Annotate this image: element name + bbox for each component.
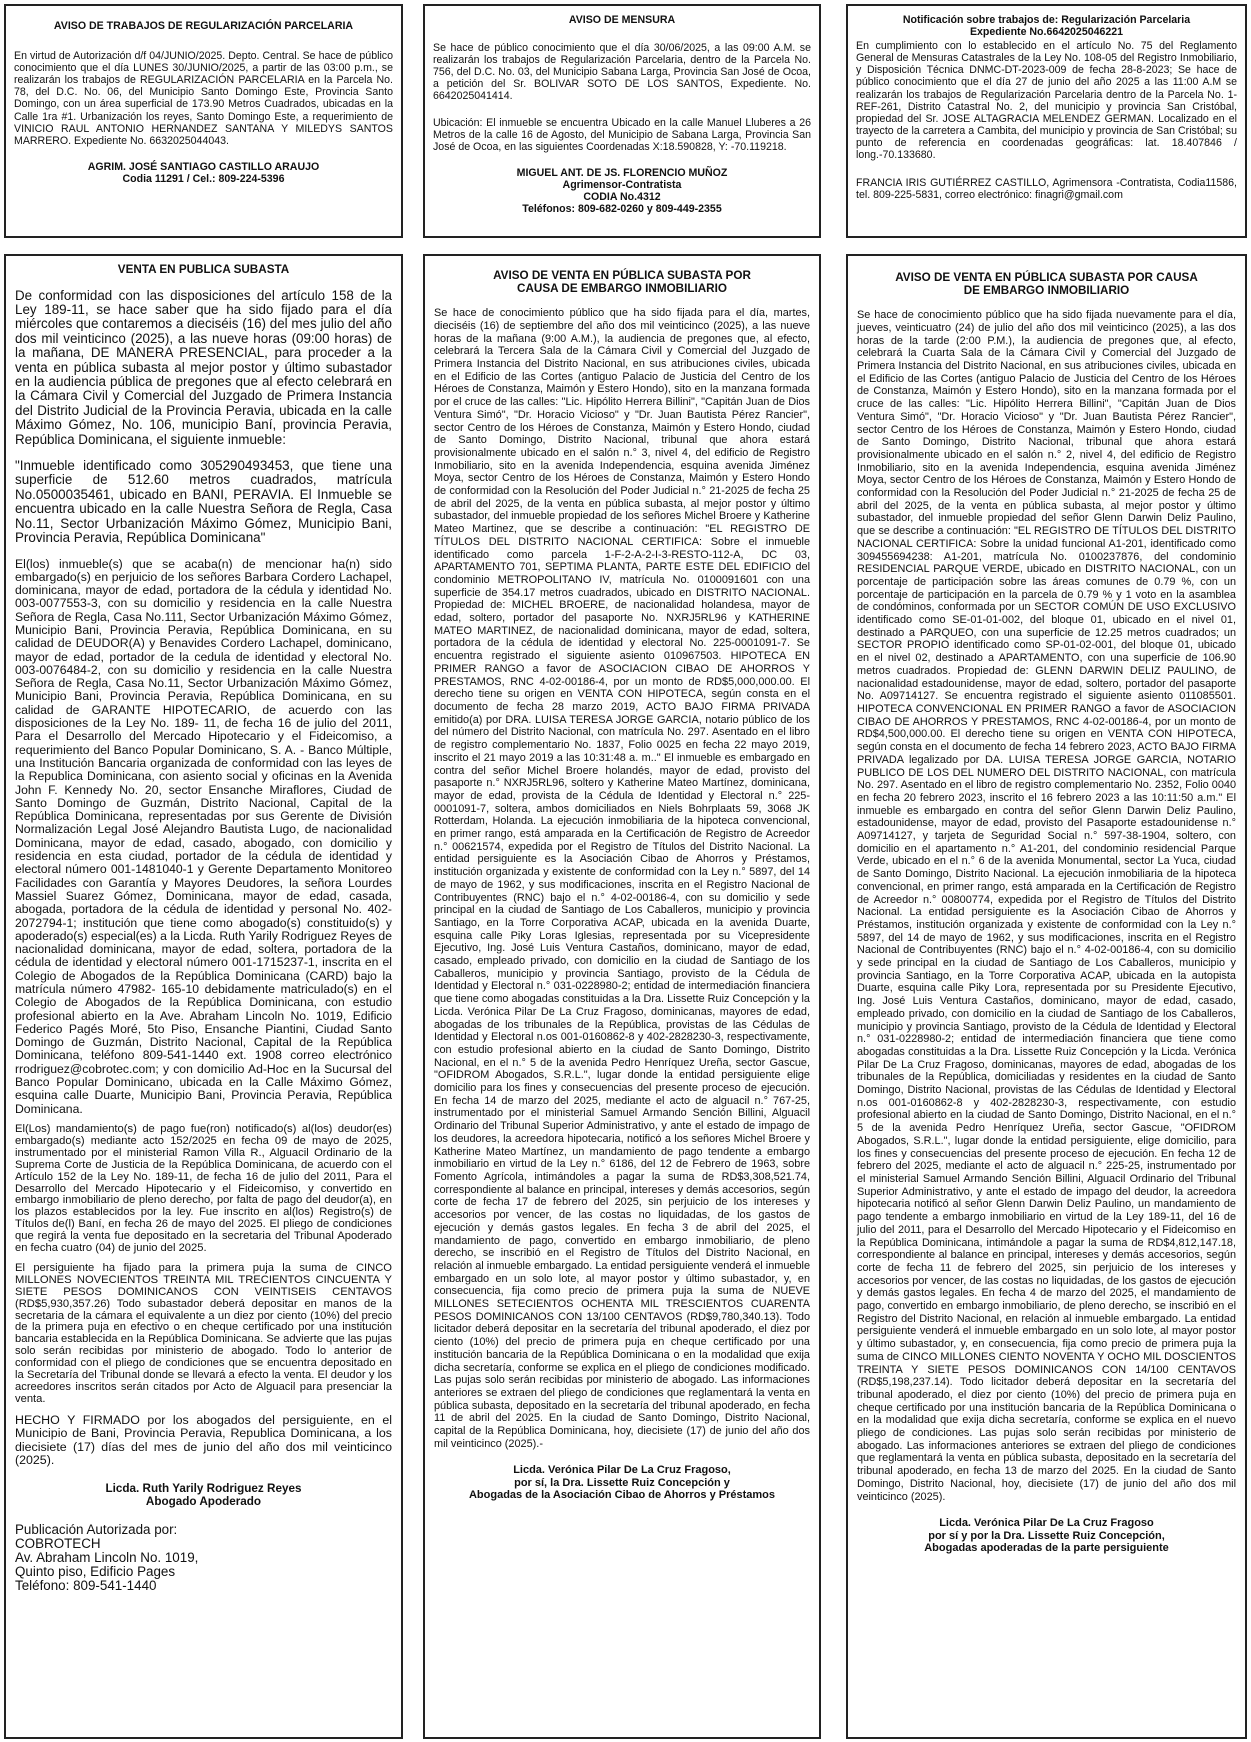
notice-paragraph: "Inmueble identificado como 305290493453, que tiene una superficie de 512.60 metros cuadrados, matrícula No.0500035461, ubicado en BANI, PERAVIA. El Inmueble se encuentra ubicado en la calle Nuestra Señora de Regla, Casa No.11, Sector Urbanización Máximo Gómez, Municipio Bani, Provincia Peravia, República Dominicana": [15, 458, 392, 546]
notice-subasta-embargo-2: [846, 254, 1247, 1739]
notice-regularizacion-parcelaria: [4, 4, 403, 238]
notice-aviso-mensura: [423, 4, 821, 238]
notice-paragraph: El(Los) mandamiento(s) de pago fue(ron) notificado(s) al(los) deudor(es) embargado(s) mediante acto 152/2025 en fecha 09 de mayo de 2025, instrumentado por el ministerial Ramon Villa R., Alguacil Ordinario de la Suprema Corte de Justicia de la República Dominicana, de acuerdo con el Artículo 152 de la Ley No. 189-11, de fecha 16 de julio del 2011, Para el Desarrollo del Mercado Hipotecario y el Fideicomiso, y convertido en embargo inmobiliario de pleno derecho, por falta de pago del deudor(a), en los plazos establecidos por la ley. Fue inscrito en al(los) Registro(s) de Títulos de(l) Baní, en fecha 26 de mayo del 2025. El pliego de condiciones que regirá la venta fue depositado en la secretaria del Tribunal Apoderado en fecha cuatro (04) de junio del 2025.: [15, 1122, 392, 1255]
notice-title: AVISO DE VENTA EN PÚBLICA SUBASTA POR CAUSA DE EMBARGO INMOBILIARIO: [895, 271, 1198, 297]
notice-body: Se hace de conocimiento público que ha sido fijada para el día, martes, dieciséis (16) de septiembre del año dos mil veinticinco (2025), a las nueve horas de la mañana (9:00 A.M.), la audiencia de pregones que, al efecto, celebrará la Tercera Sala de la Cámara Civil y Comercial del Juzgado de Primera Instancia del Distrito Nacional, en sus atribuciones civiles, ubicada en el Edificio de las Cortes (antiguo Palacio de Justicia del Centro de los Héroes de Constanza, Maimón y Estero Hondo), sito en la manzana formada por el cruce de las calles: "Lic. Hipólito Herrera Billini", "Capitán Juan de Dios Ventura Simó", "Dr. Horacio Vicioso" y "Dr. Juan Bautista Pérez Rancier", sector Centro de los Héroes de Constanza, Maimón y Estero Hondo, ciudad de Santo Domingo, Distrito Nacional, tribunal que ahora estará provisionalmente ubicado en el salón n.° 3, nivel 4, del edificio de Registro Inmobiliario, sito en la avenida Independencia, esquina avenida Jiménez Moya, sector Centro de los Héroes de Constanza, Maimón y Estero Hondo de conformidad con la Resolución del Poder Judicial n.° 21-2025 de fecha 25 de abril del 2025, de la venta en pública subasta, al mejor postor y último subastador, del inmueble propiedad de los señores Michel Broere y Katherine Mateo Martinez, que se describe a continuación: "EL REGISTRO DE TÍTULOS DEL DISTRITO NACIONAL CERTIFICA: Sobre el inmueble identificado como parcela 1-F-2-A-2-I-3-RESTO-112-A, DC 03, APARTAMENTO 701, SEPTIMA PLANTA, PARTE ESTE DEL EDIFICIO del condominio METROPOLITANO IV, matrícula No. 0100091601 con una superficie de 354.17 metros cuadrados, ubicado en DISTRITO NACIONAL. Propiedad de: MICHEL BROERE, de nacionalidad holandesa, mayor de edad, soltero, portador del pasaporte No. NXRJ5RL96 y KATHERINE MATEO MARTINEZ, de nacionalidad dominicana, mayor de edad, soltera, portadora de la cédula de identidad y electoral No. 225-0001091-7. Se encuentra registrado el siguiente asiento 010967503. HIPOTECA EN PRIMER RANGO a favor de ASOCIACION CIBAO DE AHORROS Y PRESTAMOS, RNC 4-02-00186-4, por un monto de RD$5,000,000.00. El derecho tiene su origen en VENTA CON HIPOTECA, según consta en el documento de fecha 28 marzo 2019, ACTO BAJO FIRMA PRIVADA emitido(a) por DRA. LUISA TERESA JORGE GARCIA, notario público de los del número del Distrito Nacional, con matrícula No. 297. Asentado en el libro de registro complementario No. 1837, Folio 0025 en fecha 22 mayo 2019, inscrito el 21 mayo 2019 a las 10:31:48 a. m.." El inmueble es embargado en contra del señor Michel Broere holandés, mayor de edad, provisto del pasaporte n.° NXRJ5RL96, soltero y Katherine Mateo Martínez, dominicana, mayor de edad, provista de la Cédula de Identidad y Electoral n.° 225-0001091-7, soltera, ambos domiciliados en Niels Bohrplaats 59, 3068 JK Rotterdam, Holanda. La ejecución inmobiliaria de la hipoteca convencional, en primer rango, está amparada en la Certificación de Registro de Acreedor n.° 00621574, expedida por el Registro de Títulos del Distrito Nacional. La entidad persiguiente es la Asociación Cibao de Ahorros y Préstamos, institución organizada y existente de conformidad con la Ley n.° 5897, del 14 de mayo de 1962, y sus modificaciones, inscrita en el Registro Nacional de Contribuyentes (RNC) bajo el n.° 4-02-00186-4, con su domicilio y sede principal en la ciudad de Santiago de Los Caballeros, municipio y provincia Santiago, en la Torre Corporativa ACAP, ubicada en la avenida Duarte, esquina calle Piky Loras Iglesias, representada por su Vicepresidente Ejecutivo, Ing. José Luis Ventura Castaños, dominicano, mayor de edad, casado, empleado privado, con domicilio en la ciudad de Santiago de los Caballeros, municipio y provincia Santiago, provisto de la Cédula de Identidad y Electoral n.° 031-0228980-2; entidad de intermediación financiera que tiene como abogadas constituidas a la Dra. Lissette Ruiz Concepción y la Licda. Verónica Pilar De La Cruz Fragoso, dominicanas, mayores de edad, abogadas de los tribunales de la República, provistas de las Cédulas de Identidad y Electoral n.os 001-0160862-8 y 402-2828230-3, respectivamente, con estudio profesional abierto en la ciudad de Santo Domingo, Distrito Nacional, en el n.° 5 de la avenida Pedro Henríquez Ureña, sector Gascue, "OFIDROM Abogados, S.R.L.", lugar donde la entidad persiguiente elige domicilio para los fines y consecuencias del presente proceso de ejecución. En fecha 14 de marzo del 2025, mediante el acto de alguacil n.° 767-25, instrumentado por el ministerial Samuel Armando Sención Billini, Alguacil Ordinario del Tribunal Superior Administrativo, y ante el estado de impago de los deudores, la acreedora hipotecaria, notificó a los señores Michel Broere y Katherine Mateo Martínez, un mandamiento de pago tendente a embargo inmobiliario en virtud de la Ley n.° 6186, del 12 de Febrero de 1963, sobre Fomento Agrícola, intimándoles a pagar la suma de RD$3,308,521.74, correspondiente al balance en principal, intereses y demás accesorios, según corte de fecha 17 de febrero del 2025, sin perjuicio de los intereses y accesorios por vencer, de las costas no liquidadas, de los gastos de ejecución y demás gastos legales. En fecha 3 de abril del 2025, el mandamiento de pago, convertido en embargo inmobiliario, de pleno derecho, se inscribió en el Registro de Títulos del Distrito Nacional, en relación al inmueble embargado. La entidad persiguiente venderá el inmueble embargado en un solo lote, al mayor postor y último subastador, y, en consecuencia, fija como precio de primera puja la suma de NUEVE MILLONES SETECIENTOS OCHENTA MIL TRESCIENTOS CUARENTA PESOS DOMINICANOS CON 13/100 CENTAVOS (RD$9,780,340.13). Todo licitador deberá depositar en la secretaría del tribunal apoderado, el diez por ciento (10%) del precio de primera puja en cheque certificado por una institución bancaria de la República Dominicana o en la modalidad que exija dicha secretaría, conforme se explica en el pliego de condiciones modificado. Las pujas solo serán recibidas por ministerio de abogado. Las informaciones anteriores se extraen del pliego de condiciones que reglamentará la venta en pública subasta, depositado en la secretaría del tribunal apoderado, en fecha 11 de abril del 2025. En la ciudad de Santo Domingo, Distrito Nacional, capital de la República Dominicana, hoy, diecisiete (17) de junio del año dos mil veinticinco (2025).-: [434, 307, 810, 1450]
notice-signature: Licda. Verónica Pilar De La Cruz Fragoso por sí y por la Dra. Lissette Ruiz Concepción, Abogadas apoderadas de la parte persiguiente: [924, 1517, 1169, 1555]
notice-paragraph: El(los) inmueble(s) que se acaba(n) de mencionar ha(n) sido embargado(s) en perjuicio de los señores Barbara Cordero Lachapel, dominicana, mayor de edad, portadora de la cédula y identidad No. 003-0077553-3, con su domicilio y residencia en la calle Nuestra Señora de Regla, Casa No.111, Sector Urbanización Máximo Gómez, Municipio Bani, Provincia Peravia, República Dominicana, en su calidad de DEUDOR(A) y Benavides Cordero Lachapel, dominicano, mayor de edad, portador de la cedula de identidad y electoral No. 003-0076484-2, con su domicilio y residencia en la calle Nuestra Señora de Regla, Casa No.11, Sector Urbanización Máximo Gómez, Municipio Bani, Provincia Peravia, República Dominicana, en su calidad de GARANTE HIPOTECARIO, de acuerdo con las disposiciones de la Ley No. 189- 11, de fecha 16 de julio del 2011, Para el Desarrollo del Mercado Hipotecario y el Fideicomiso, a requerimiento del Banco Popular Dominicano, S. A. - Banco Múltiple, una Institución Bancaria organizada de conformidad con las leyes de la Republica Dominicana, con asiento social y oficinas en la Avenida John F. Kennedy No. 20, sector Ensanche Miraflores, Ciudad de Santo Domingo de Guzmán, Distrito Nacional, Capital de la República Dominicana, representadas por sus Gerente de División Normalización Legal José Alejandro Bautista Lugo, de nacionalidad Dominicana, mayor de edad, casado, abogado, con domicilio y residencia en esta ciudad, portador de la cédula de identidad y electoral número 001-1481040-1 y Gerente Departamento Monitoreo Facilidades con Garantía y Mayores Deudores, la señora Lourdes Massiel Suarez Gómez, Dominicana, mayor de edad, casada, abogada, portadora de la cédula de identidad y personal No. 402-2072794-1; institución que tiene como abogado(s) constituido(s) y apoderado(s) especial(es) a la Licda. Ruth Yarily Rodriguez Reyes de nacionalidad dominicana, mayor de edad, soltera, portadora de la cédula de identidad y electoral número 001-1715237-1, inscrita en el Colegio de Abogados de la República Dominicana (CARD) bajo la matrícula número 47982- 165-10 debidamente matriculado(s) en el Colegio de Abogados de la República Dominicana, con estudio profesional abierto en la Ave. Abraham Lincoln No. 1019, Edificio Federico Pagés Moré, 5to Piso, Ensanche Piantini, Ciudad Santo Domingo de Guzmán, Distrito Nacional, Capital de la República Dominicana, teléfono 809-541-1440 ext. 1908 correo electrónico rrodriguez@cobrotec.com; y con domicilio Ad-Hoc en la Sucursal del Banco Popular Dominicano, ubicada en la Calle Máximo Gómez, esquina calle Duarte, Municipio Bani, Provincia Peravia, República Dominicana.: [15, 556, 392, 1116]
notice-title: VENTA EN PUBLICA SUBASTA: [117, 263, 290, 276]
notice-paragraph: De conformidad con las disposiciones del artículo 158 de la Ley 189-11, se hace saber que ha sido fijado para el día miércoles que contaremos a dieciséis (16) del mes julio del año dos mil veinticinco (2025), a las nueve horas (09:00 horas) de la mañana, DE MANERA PRESENCIAL, para proceder a la venta en pública subasta al mejor postor y último subastador en la audiencia pública de pregones que al efecto celebrará en la Cámara Civil y Comercial del Juzgado de Primera Instancia del Distrito Judicial de la Provincia Peravia, ubicada en la calle Máximo Gómez, No. 106, municipio Baní, provincia Peravia, República Dominicana, el siguiente inmueble:: [15, 287, 392, 447]
notice-paragraph: El persiguiente ha fijado para la primera puja la suma de CINCO MILLONES NOVECIENTOS TREINTA MIL TRECIENTOS CINCUENTA Y SIETE PESOS DOMINICANOS CON VEINTISEIS CENTAVOS (RD$5,930,357.26) Todo subastador deberá depositar en manos de la secretaria de la cámara el equivalente a un diez por ciento (10%) del precio de la primera puja en efectivo o en cheque certificado por una institución bancaria establecida en la República Dominicana. Se advierte que las pujas solo serán recibidas por ministerio de abogado. Todo lo anterior de conformidad con el pliego de condiciones que se encuentra depositado en la Secretaría del Tribunal donde se llevará a efecto la venta. El deudor y los acreedores inscritos serán citados por Acto de Alguacil para presenciar la venta.: [15, 1261, 392, 1405]
notice-signature: MIGUEL ANT. DE JS. FLORENCIO MUÑOZ Agrimensor-Contratista CODIA No.4312 Teléfonos: 809-682-0260 y 809-449-2355: [516, 166, 728, 216]
notice-subasta-embargo-1: [423, 254, 821, 1739]
notice-title: AVISO DE TRABAJOS DE REGULARIZACIÓN PARCELARIA: [53, 20, 354, 32]
notice-signature: Licda. Ruth Yarily Rodriguez Reyes Abogado Apoderado: [105, 1482, 302, 1509]
notice-body: En virtud de Autorización d/f 04/JUNIO/2025. Depto. Central. Se hace de público conocimiento que el día LUNES 30/JUNIO/2025, a partir de las 03:00 p.m., se realizarán los trabajos de REGULARIZACIÓN PARCELARIA en la Parcela No. 78, del D.C. No. 06, del Municipio Santo Domingo Este, Provincia Santo Domingo, con un área superficial de 173.90 Metros Cuadrados, ubicadas en la Calle 1ra #1. Urbanización los reyes, Santo Domingo Este, a requerimiento de VINICIO RAUL ANTONIO HERNANDEZ SANTANA Y MILEDYS SANTOS MARRERO. Expediente No. 6632025044043.: [14, 50, 393, 147]
notice-title: Notificación sobre trabajos de: Regularización Parcelaria Expediente No.6642025046221: [902, 14, 1191, 39]
notice-title: AVISO DE VENTA EN PÚBLICA SUBASTA POR CAUSA DE EMBARGO INMOBILIARIO: [493, 269, 751, 295]
notice-title: AVISO DE MENSURA: [568, 14, 676, 26]
notice-contact: FRANCIA IRIS GUTIÉRREZ CASTILLO, Agrimensora -Contratista, Codia11586, tel. 809-225-5831, correo electrónico: finagri@gmail.com: [856, 177, 1237, 202]
notice-signature: Licda. Verónica Pilar De La Cruz Fragoso, por sí, la Dra. Lissette Ruiz Concepción y Abogadas de la Asociación Cibao de Ahorros y Préstamos: [468, 1464, 776, 1502]
notice-signature: AGRIM. JOSÉ SANTIAGO CASTILLO ARAUJO Codia 11291 / Cel.: 809-224-5396: [87, 160, 320, 185]
notice-body: Se hace de conocimiento público que ha sido fijada nuevamente para el día, jueves, veinticuatro (24) de julio del año dos mil veinticinco (2025), a las dos horas de la tarde (2:00 P.M.), la audiencia de pregones que, al efecto, celebrará la Cuarta Sala de la Cámara Civil y Comercial del Juzgado de Primera Instancia del Distrito Nacional, en sus atribuciones civiles, ubicada en el Edificio de las Cortes (antiguo Palacio de Justicia del Centro de los Héroes de Constanza, Maimón y Estero Hondo), sito en la manzana formada por el cruce de las calles: "Lic. Hipólito Herrera Billini", "Capitán Juan de Dios Ventura Simó", "Dr. Horacio Vicioso" y "Dr. Juan Bautista Pérez Rancier", sector Centro de los Héroes de Constanza, Maimón y Estero Hondo, ciudad de Santo Domingo, Distrito Nacional, tribunal que ahora estará provisionalmente ubicado en el salón n.° 2, nivel 4, del edificio de Registro Inmobiliario, sito en la avenida Independencia, esquina avenida Jiménez Moya, sector Centro de los Héroes de Constanza, Maimón y Estero Hondo de conformidad con la Resolución del Poder Judicial n.° 21-2025 de fecha 25 de abril del 2025, de la venta en pública subasta, al mejor postor y último subastador, del inmueble propiedad del señor Glenn Darwin Deliz Paulino, que se describe a continuación: "EL REGISTRO DE TÍTULOS DEL DISTRITO NACIONAL CERTIFICA: Sobre la unidad funcional A1-201, identificado como 309455694238: A1-201, matrícula No. 0100237876, del condominio RESIDENCIAL PARQUE VERDE, ubicado en DISTRITO NACIONAL, con un porcentaje de participación sobre las áreas comunes de 0.79 %, con un porcentaje de participación en la parcela de 0.79 % y 1 voto en la asamblea de condóminos, conformada por un SECTOR COMÚN DE USO EXCLUSIVO identificado como SE-01-01-002, del bloque 01, ubicado en el nivel 01, destinado a PARQUEO, con una superficie de 12.25 metros cuadrados; un SECTOR PROPIO identificado como SP-01-02-001, del bloque 01, ubicado en el nivel 02, destinado a APARTAMENTO, con una superficie de 106.90 metros cuadrados. Propiedad de: GLENN DARWIN DELIZ PAULINO, de nacionalidad estadounidense, mayor de edad, soltero, portador del pasaporte No. A09714127. Se encuentra registrado el siguiente asiento 011085501. HIPOTECA CONVENCIONAL EN PRIMER RANGO a favor de ASOCIACION CIBAO DE AHORROS Y PRESTAMOS, RNC 4-02-00186-4, por un monto de RD$4,500,000.00. El derecho tiene su origen en VENTA CON HIPOTECA, según consta en el documento de fecha 14 febrero 2023, ACTO BAJO FIRMA PRIVADA legalizado por DA. LUISA TERESA JORGE GARCIA, NOTARIO PUBLICO DE LOS DEL NUMERO DEL DISTRITO NACIONAL, con matrícula No. 297. Asentado en el libro de registro complementario No. 2352, Folio 0040 en fecha 20 febrero 2023, inscrito el 16 febrero 2023 a las 10:11:50 a.m." El inmueble es embargado en contra del señor Glenn Darwin Deliz Paulino, estadounidense, mayor de edad, provisto del Pasaporte estadounidense n.° A09714127, y tarjeta de Seguridad Social n.° 597-38-1904, soltero, con domicilio en el apartamento n.° A1-201, del condominio residencial Parque Verde, ubicado en el n.° 6 de la avenida Monumental, sector La Yuca, ciudad de Santo Domingo, Distrito Nacional. La ejecución inmobiliaria de la hipoteca convencional, en primer rango, está amparada en la Certificación de Registro de Acreedor n.° 00800774, expedida por el Registro de Títulos del Distrito Nacional. La entidad persiguiente es la Asociación Cibao de Ahorros y Préstamos, institución organizada y existente de conformidad con la Ley n.° 5897, del 14 de mayo de 1962, y sus modificaciones, inscrita en el Registro Nacional de Contribuyentes (RNC) bajo el n.° 4-02-00186-4, con su domicilio y sede principal en la ciudad de Santiago de Los Caballeros, municipio y provincia Santiago, en la Torre Corporativa ACAP, ubicada en la autopista Duarte, esquina calle Piky Lora, representada por su Presidente Ejecutivo, Ing. José Luis Ventura Castaños, dominicano, mayor de edad, casado, empleado privado, con domicilio en la ciudad de Santiago de los Caballeros, municipio y provincia Santiago, provisto de la Cédula de Identidad y Electoral n.° 031-0228980-2; entidad de intermediación financiera que tiene como abogadas constituidas a la Dra. Lissette Ruiz Concepción y la Licda. Verónica Pilar De La Cruz Fragoso, dominicanas, mayores de edad, abogadas de los tribunales de la República, domiciliadas y residentes en la ciudad de Santo Domingo, Distrito Nacional, provistas de las Cédulas de Identidad y Electoral n.os 001-0160862-8 y 402-2828230-3, respectivamente, con estudio profesional abierto en la ciudad de Santo Domingo, Distrito Nacional, en el n.° 5 de la avenida Pedro Henríquez Ureña, sector Gascue, "OFIDROM Abogados, S.R.L.", lugar donde la entidad persiguiente, elige domicilio, para los fines y consecuencias del presente proceso de ejecución. En fecha 12 de febrero del 2025, mediante el acto de alguacil n.° 225-25, instrumentado por el ministerial Samuel Armando Sención Billini, Alguacil Ordinario del Tribunal Superior Administrativo, y ante el estado de impago del deudor, la acreedora hipotecaria notificó al señor Glenn Darwin Deliz Paulino, un mandamiento de pago tendente a embargo inmobiliario en virtud de la Ley 189-11, del 16 de julio del 2011, para el Desarrollo del Mercado Hipotecario y el Fideicomiso en la República Dominicana, intimándole a pagar la suma de RD$4,812,147.18, correspondiente al balance en principal, intereses y demás accesorios, según corte de fecha 11 de febrero del 2025, sin perjuicio de los intereses y accesorios por vencer, de las costas no liquidadas, de los gastos de ejecución y demás gastos legales. En fecha 4 de marzo del 2025, el mandamiento de pago, convertido en embargo inmobiliario, de pleno derecho, se inscribió en el Registro del Distrito Nacional, en relación al inmueble embargado. La entidad persiguiente venderá el inmueble embargado en un solo lote, al mayor postor y último subastador, y, en consecuencia, fija como precio de primera puja la suma de CINCO MILLONES CIENTO NOVENTA Y OCHO MIL DOSCIENTOS TREINTA Y SIETE PESOS DOMINICANOS CON 14/100 CENTAVOS (RD$5,198,237.14). Todo licitador deberá depositar en la secretaría del tribunal apoderado, el diez por ciento (10%) del precio de primera puja en cheque certificado por una institución bancaria de la República Dominicana o en la modalidad que exija dicha secretaría, conforme se explica en el nuevo pliego de condiciones. Las pujas solo serán recibidas por ministerio de abogado. Las informaciones anteriores se extraen del pliego de condiciones que reglamentará la venta en pública subasta, depositado en la secretaría del tribunal apoderado, en fecha 13 de marzo del 2025. En la ciudad de Santo Domingo, Distrito Nacional, hoy, diecisiete (17) de junio del año dos mil veinticinco (2025).: [857, 309, 1236, 1503]
notice-publication: Publicación Autorizada por: COBROTECH Av. Abraham Lincoln No. 1019, Quinto piso, Edificio Pages Teléfono: 809-541-1440: [15, 1521, 199, 1593]
notice-body: En cumplimiento con lo establecido en el artículo No. 75 del Reglamento General de Mensuras Catastrales de la Ley No. 108-05 del Registro Inmobiliario, y Disposición Técnica DNMC-DT-2023-009 de fecha 28-8-2023; Se hace de público conocimiento que el día 27 de junio del año 2025 a las 11:00 A.M se realizarán los trabajos de Regularización Parcelaria dentro de la Parcela No. 1-REF-261, Distrito Catastral No. 2, del municipio y provincia San Cristóbal, propiedad del Sr. JOSE ALTAGRACIA MELENDEZ GERMAN. Localizado en el trayecto de la carretera a Cambita, del municipio y provincia de San Cristóbal; su punto de referencia en coordenadas geográficas: lat. 18.407846 / long.-70.133680.: [856, 40, 1237, 162]
notice-paragraph: HECHO Y FIRMADO por los abogados del persiguiente, en el Municipio de Bani, Provincia Peravia, Republica Dominicana, a los diecisiete (17) días del mes de junio del año dos mil veinticinco (2025).: [15, 1412, 392, 1468]
notice-venta-publica-subasta: [4, 254, 403, 1739]
notice-notificacion-regularizacion: [846, 4, 1247, 238]
notice-location: Ubicación: El inmueble se encuentra Ubicado en la calle Manuel Lluberes a 26 Metros de la calle 16 de Agosto, del Municipio de Sabana Larga, Provincia San José de Ocoa, en las siguientes Coordenadas X:18.590828, Y: -70.119218.: [433, 116, 811, 153]
notice-body: Se hace de público conocimiento que el día 30/06/2025, a las 09:00 A.M. se realizarán los trabajos de Regularización Parcelaria, dentro de la Parcela No. 756, del D.C. No. 03, del Municipio Sabana Larga, Provincia San José de Ocoa, a petición del Sr. BOLIVAR SOTO DE LOS SANTOS, Expediente. No. 6642025041414.: [433, 42, 811, 103]
